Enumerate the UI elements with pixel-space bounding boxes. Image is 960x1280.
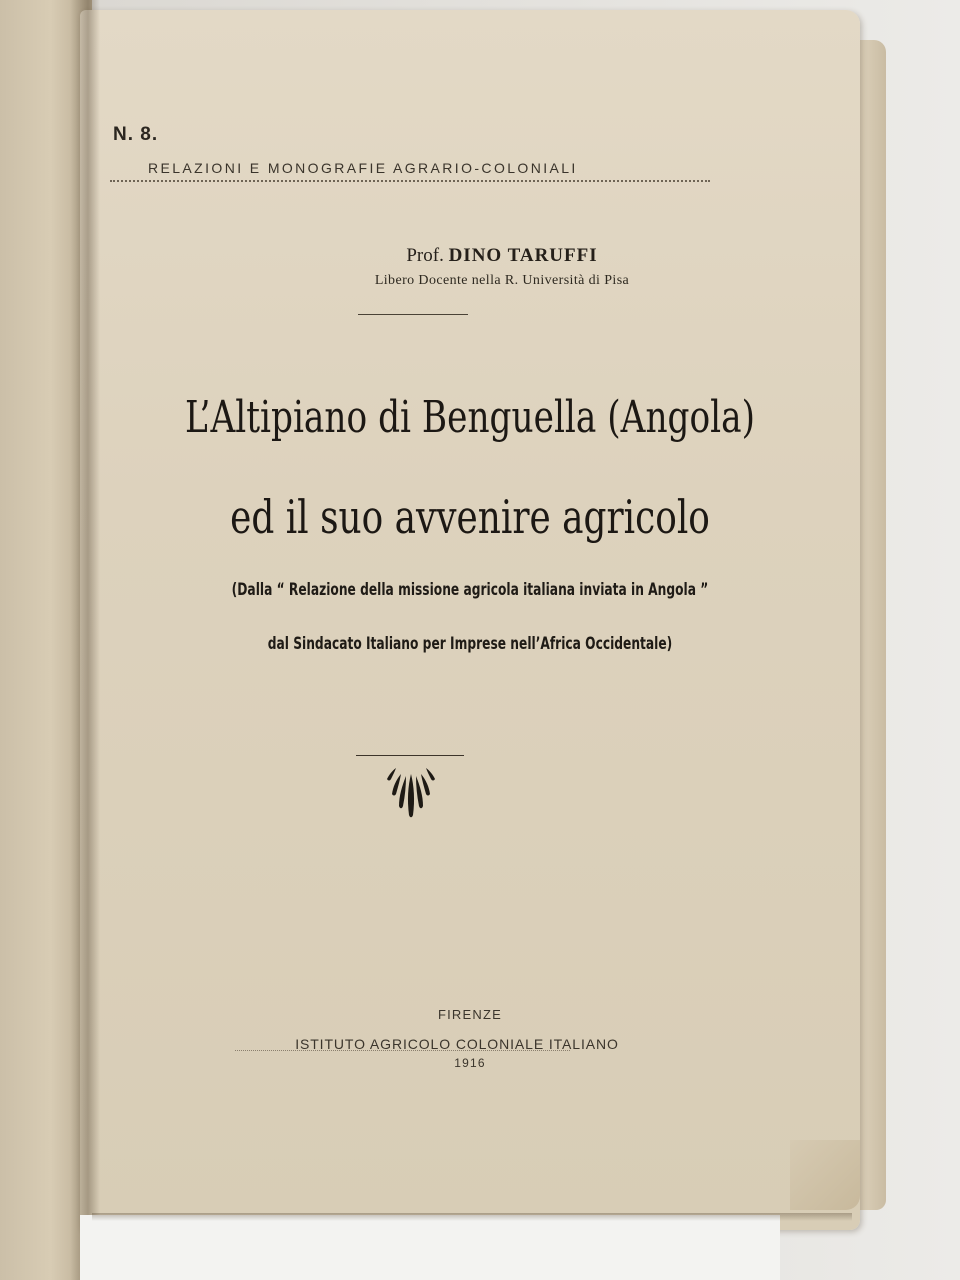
subtitle-line-1: (Dalla “ Relazione della missione agricola italiana inviata in Angola ” (231, 580, 709, 600)
subtitle-line-2: dal Sindacato Italiano per Imprese nell’Africa Occidentale) (267, 634, 673, 654)
main-title-line-2: ed il suo avvenire agricolo (230, 490, 710, 544)
ornament-rule (356, 755, 464, 756)
page-shadow (92, 1213, 852, 1221)
author-line (0, 245, 960, 267)
author-divider (358, 314, 468, 315)
author-name: DINO TARUFFI (448, 245, 598, 266)
series-title: RELAZIONI E MONOGRAFIE AGRARIO-COLONIALI (148, 160, 578, 176)
publication-year: 1916 (454, 1056, 486, 1070)
series-number: N. 8. (113, 124, 159, 145)
publisher: ISTITUTO AGRICOLO COLONIALE ITALIANO (295, 1036, 619, 1052)
fleuron-icon (384, 760, 438, 820)
publication-city: FIRENZE (437, 1007, 502, 1022)
author-prefix: Prof. (406, 245, 444, 266)
book-gutter (70, 0, 100, 1280)
dotted-divider (110, 180, 710, 182)
worn-page-corner (790, 1140, 860, 1210)
author-affiliation: Libero Docente nella R. Università di Pisa (374, 273, 630, 288)
imprint-divider (235, 1050, 570, 1051)
table-surface (80, 1215, 780, 1280)
main-title-line-1: L’Altipiano di Benguella (Angola) (184, 392, 756, 443)
